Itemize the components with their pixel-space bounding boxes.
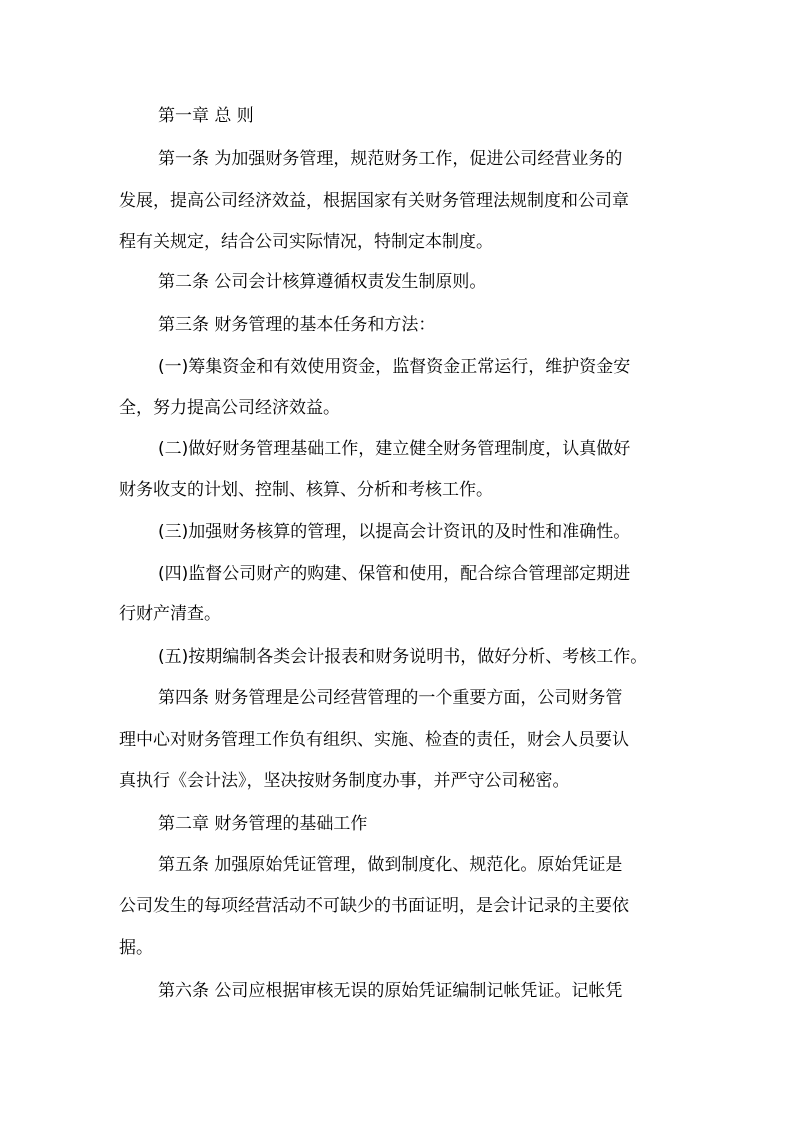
list-item-line: (五)按期编制各类会计报表和财务说明书，做好分析、考核工作。	[158, 647, 648, 667]
article-line: 发展，提高公司经济效益，根据国家有关财务管理法规制度和公司章	[119, 191, 629, 211]
list-item-line: (二)做好财务管理基础工作，建立健全财务管理制度，认真做好	[158, 439, 631, 459]
article-line: 第二条 公司会计核算遵循权责发生制原则。	[158, 272, 487, 292]
list-item-line: 财务收支的计划、控制、核算、分析和考核工作。	[119, 480, 493, 500]
article-line: 第六条 公司应根据审核无误的原始凭证编制记帐凭证。记帐凭	[158, 981, 623, 1001]
article-line: 真执行《会计法》，坚决按财务制度办事，并严守公司秘密。	[119, 771, 570, 791]
article-line: 理中心对财务管理工作负有组织、实施、检查的责任，财会人员要认	[119, 730, 629, 750]
list-item-line: (三)加强财务核算的管理，以提高会计资讯的及时性和准确性。	[158, 522, 631, 542]
list-item-line: (一)筹集资金和有效使用资金，监督资金正常运行，维护资金安	[158, 357, 631, 377]
article-line: 程有关规定，结合公司实际情况，特制定本制度。	[119, 232, 493, 252]
article-line: 第一条 为加强财务管理，规范财务工作，促进公司经营业务的	[158, 149, 623, 169]
article-line: 据。	[119, 938, 153, 958]
article-line: 第五条 加强原始凭证管理，做到制度化、规范化。原始凭证是	[158, 855, 623, 875]
chapter-heading: 第二章 财务管理的基础工作	[158, 814, 368, 834]
article-line: 第四条 财务管理是公司经营管理的一个重要方面，公司财务管	[158, 688, 623, 708]
list-item-line: 行财产清查。	[119, 604, 221, 624]
list-item-line: (四)监督公司财产的购建、保管和使用，配合综合管理部定期进	[158, 564, 631, 584]
chapter-heading: 第一章 总 则	[158, 106, 254, 126]
article-line: 公司发生的每项经营活动不可缺少的书面证明，是会计记录的主要依	[119, 896, 629, 916]
list-item-line: 全，努力提高公司经济效益。	[119, 398, 340, 418]
article-line: 第三条 财务管理的基本任务和方法：	[158, 315, 436, 335]
